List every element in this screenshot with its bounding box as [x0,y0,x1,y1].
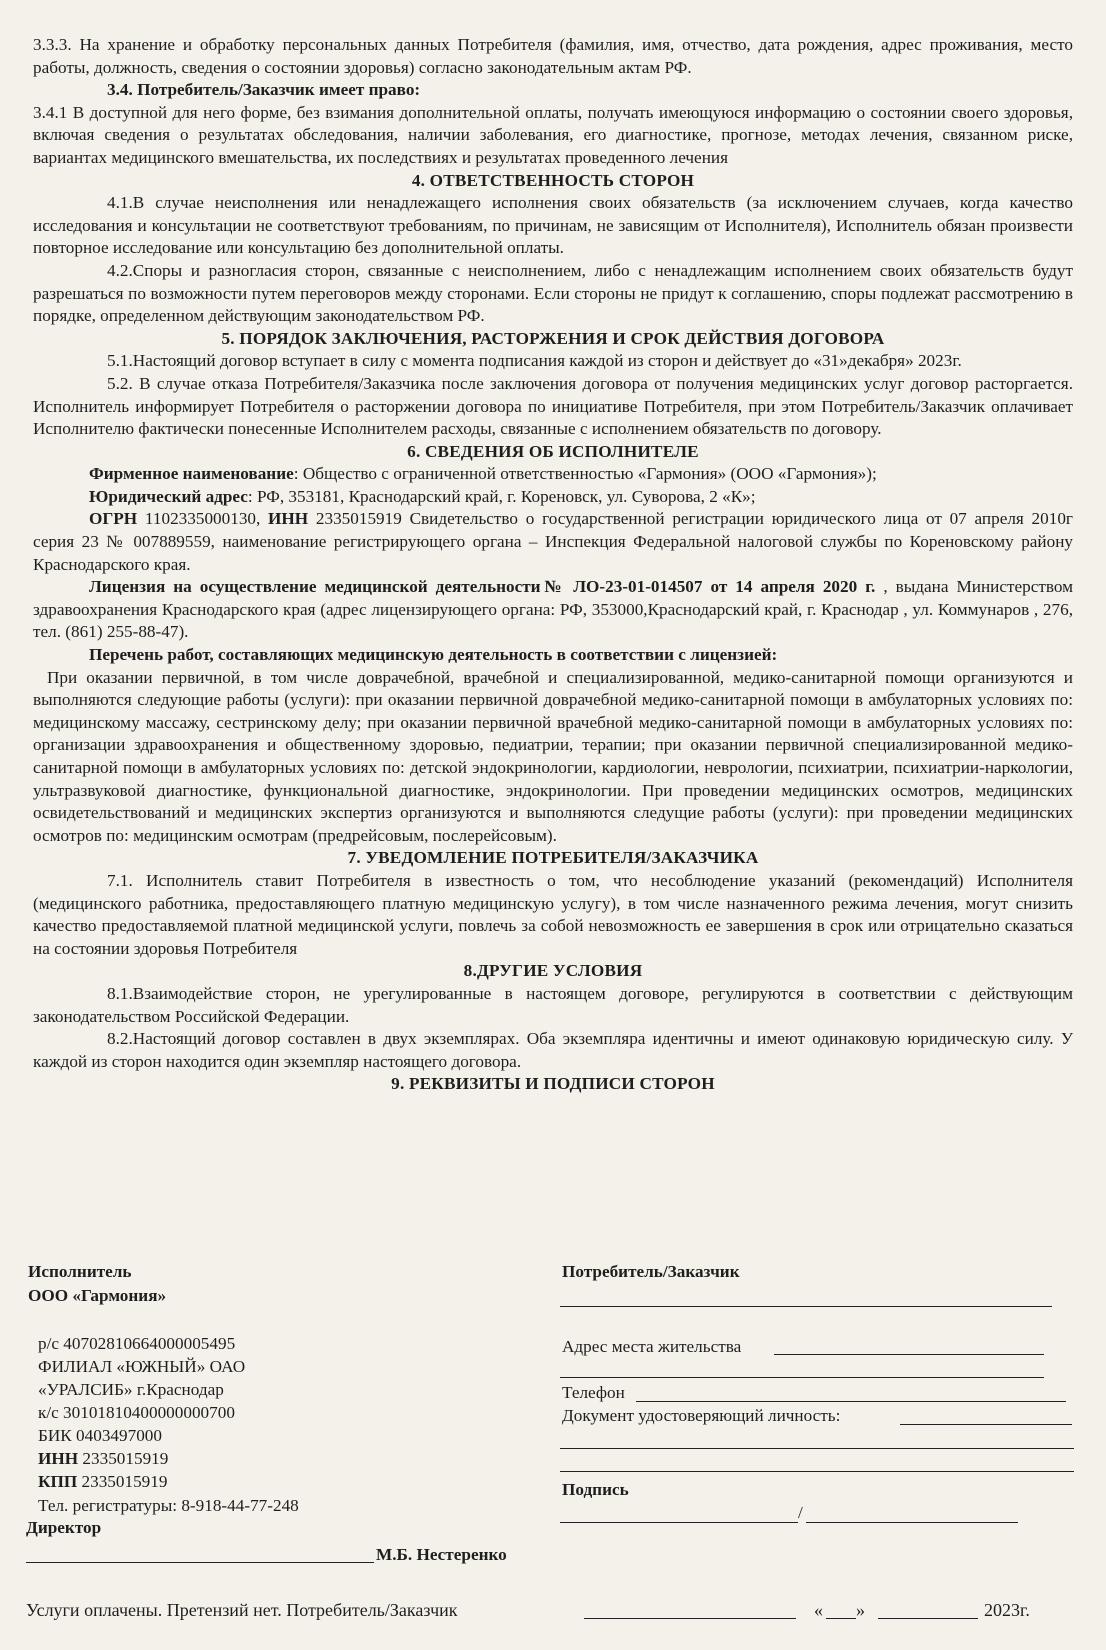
license-value: , выдана Министерством здравоохранения Краснодарского края (адрес лицензирующего органа: РФ, 353000,Краснодарский край, г. Краснодар , ул. Коммунаров , 276, тел. (861) 255-88-47). [33,577,1073,642]
clause-5-2: 5.2. В случае отказа Потребителя/Заказчика после заключения договора от получения медицинских услуг договор расторгается. Исполнитель информирует Потребителя о расторжении договора по инициативе Потребителя, при этом Потребитель/Заказчик оплачивает Исполнителю фактически понесенные Исполнителем расходы, связанные с исполнением обязательств по договору. [33,373,1073,439]
clause-3-3-3: 3.3.3. На хранение и обработку персональных данных Потребителя (фамилия, имя, отчество, дата рождения, адрес проживания, место работы, должность, сведения о состоянии здоровья) согласно законодательным актам РФ. [33,35,1073,77]
executor-title: Исполнитель [28,1262,132,1281]
executor-name-value: : Общество с ограниченной ответственностью «Гармония» (ООО «Гармония»); [293,464,877,484]
consumer-doc-line-3[interactable] [560,1471,1074,1472]
section-9-title: 9. РЕКВИЗИТЫ И ПОДПИСИ СТОРОН [391,1074,715,1094]
inn-label: ИНН [268,509,309,529]
clause-8-1: 8.1.Взаимодействие сторон, не урегулированные в настоящем договоре, регулируются в соответствии с действующим законодательством Российской Федерации. [33,983,1073,1026]
director-signature-line [26,1562,374,1563]
date-quote-open: « [814,1600,823,1620]
section-6-title: 6. СВЕДЕНИЯ ОБ ИСПОЛНИТЕЛЕ [407,441,699,461]
clause-7-1: 7.1. Исполнитель ставит Потребителя в известность о том, что несоблюдение указаний (рекомендаций) Исполнителя (медицинского работника, предоставляющего платную медицинскую услугу), в том числе назначенного режима лечения, могут снизить качество предоставляемой платной медицинской услуги, повлечь за собой невозможность ее завершения в срок или отрицательно сказаться на состоянии здоровья Потребителя [33,870,1073,958]
consumer-doc-line-1[interactable] [900,1424,1072,1425]
clause-3-4-heading: 3.4. Потребитель/Заказчик имеет право: [107,80,421,100]
consumer-address-label: Адрес места жительства [562,1337,742,1356]
executor-kpp-value: 2335015919 [77,1472,168,1491]
corr-account: к/с 30101810400000000700 [38,1403,235,1422]
ogrn-label: ОГРН [89,509,138,529]
consumer-signature-decoding-line[interactable] [806,1522,1018,1523]
consumer-phone-label: Телефон [562,1383,625,1402]
executor-inn-label: ИНН [38,1449,79,1468]
services-paid-text: Услуги оплачены. Претензий нет. Потребитель/Заказчик [26,1600,458,1620]
executor-name-label: Фирменное наименование [89,464,294,484]
clause-4-2: 4.2.Споры и разногласия сторон, связанные с неисполнением, либо с ненадлежащим исполнением своих обязательств будут разрешаться по возможности путем переговоров между сторонами. Если стороны не придут к соглашению, споры подлежат рассмотрению в порядке, определенном действующим законодательством РФ. [33,260,1073,326]
executor-kpp-label: КПП [38,1472,78,1491]
requisites-block [0,1260,1106,1650]
works-list-text: При оказании первичной, в том числе доврачебной, врачебной и специализированной, медико-санитарной помощи организуются и выполняются следующие работы (услуги): при оказании первичной доврачебной медико-санитарной помощи в амбулаторных условиях по: медицинскому массажу, сестринскому делу; при оказании первичной врачебной медико-санитарной помощи в амбулаторных условиях по: организации здравоохранения и общественному здоровью, педиатрии, терапии; при оказании первичной специализированной медико-санитарной помощи в амбулаторных условиях по: детской эндокринологии, кардиологии, неврологии, психиатрии, психиатрии-наркологии, ультразвуковой диагностике, функциональной диагностике, эндокринологии. При проведении медицинских осмотров, медицинских освидетельствований и медицинских экспертиз организуются и выполняются следущие работы (услуги): при проведении медицинских осмотров по: медицинским осмотрам (предрейсовым, послерейсовым). [33,667,1073,845]
executor-address-line [33,486,1073,509]
consumer-signature-label: Подпись [562,1480,629,1499]
inn-value: 2335015919 Свидетельство о государственной регистрации юридического лица от 07 апреля 2010г серия 23 № 007889559, наименование регистрирующего органа – Инспекция Федеральной налоговой службы по Кореновскому району Краснодарского края. [33,509,1073,574]
clause-8-2: 8.2.Настоящий договор составлен в двух экземплярах. Оба экземпляра идентичны и имеют одинаковую юридическую силу. У каждой из сторон находится один экземпляр настоящего договора. [33,1029,1073,1071]
consumer-signature-line[interactable] [560,1522,798,1523]
section-5-title: 5. ПОРЯДОК ЗАКЛЮЧЕНИЯ, РАСТОРЖЕНИЯ И СРОК ДЕЙСТВИЯ ДОГОВОРА [221,328,885,348]
ogrn-value: 1102335000130, [137,509,269,529]
footer-day-line[interactable] [826,1618,856,1619]
clause-4-1: 4.1.В случае неисполнения или ненадлежащего исполнения своих обязательств (за исключением случаев, когда качество исследования и консультации не соответствуют требованиям, по причинам, не зависящим от Исполнителя), Исполнитель обязан произвести повторное исследование или консультацию без дополнительной оплаты. [33,193,1073,258]
executor-inn [38,1447,168,1471]
license-label: Лицензия на осуществление медицинской деятельности№ ЛО-23-01-014507 от 14 апреля 2020 г. [89,577,876,597]
executor-kpp [38,1470,167,1494]
bik: БИК 0403497000 [38,1426,162,1445]
executor-registration [33,508,1073,576]
bank-name-1: ФИЛИАЛ «ЮЖНЫЙ» ОАО [38,1357,246,1376]
bank-account: р/с 40702810664000005495 [38,1334,236,1353]
director-name: М.Б. Нестеренко [376,1545,507,1564]
consumer-name-line[interactable] [560,1306,1052,1307]
section-4-title: 4. ОТВЕТСТВЕННОСТЬ СТОРОН [411,170,695,190]
director-label: Директор [26,1518,102,1537]
footer-month-line[interactable] [878,1618,978,1619]
executor-inn-value: 2335015919 [78,1449,169,1468]
section-7-title: 7. УВЕДОМЛЕНИЕ ПОТРЕБИТЕЛЯ/ЗАКАЗЧИКА [347,848,759,868]
works-list-title: Перечень работ, составляющих медицинскую деятельность в соответствии с лицензией: [89,645,778,665]
executor-name-line [33,463,1073,486]
consumer-doc-line-2[interactable] [560,1448,1074,1449]
clause-3-4-1: 3.4.1 В доступной для него форме, без взимания дополнительной оплаты, получать имеющуюся информацию о состоянии своего здоровья, включая сведения о результатах обследования, наличии заболевания, его диагностике, прогнозе, методах лечения, связанном риске, вариантах медицинского вмешательства, их последствиях и результатах проведенного лечения [33,102,1073,167]
registry-phone: Тел. регистратуры: 8-918-44-77-248 [38,1496,299,1515]
executor-address-label: Юридический адрес [89,486,248,506]
executor-org: ООО «Гармония» [28,1286,167,1305]
footer-signature-line[interactable] [584,1618,796,1619]
clause-5-1: 5.1.Настоящий договор вступает в силу с момента подписания каждой из сторон и действует до «31»декабря» 2023г. [107,351,962,371]
consumer-address-line-1[interactable] [774,1354,1044,1355]
consumer-address-line-2[interactable] [560,1377,1044,1378]
license-info [33,576,1073,644]
executor-address-value: : РФ, 353181, Краснодарский край, г. Кореновск, ул. Суворова, 2 «К»; [247,486,756,506]
bank-name-2: «УРАЛСИБ» г.Краснодар [38,1380,224,1399]
consumer-phone-line[interactable] [636,1401,1066,1402]
signature-slash: / [798,1503,803,1522]
footer-year: 2023г. [984,1600,1030,1620]
date-quote-close: » [856,1600,865,1620]
section-8-title: 8.ДРУГИЕ УСЛОВИЯ [463,961,643,981]
consumer-title: Потребитель/Заказчик [562,1262,740,1281]
consumer-doc-label: Документ удостоверяющий личность: [562,1406,841,1425]
